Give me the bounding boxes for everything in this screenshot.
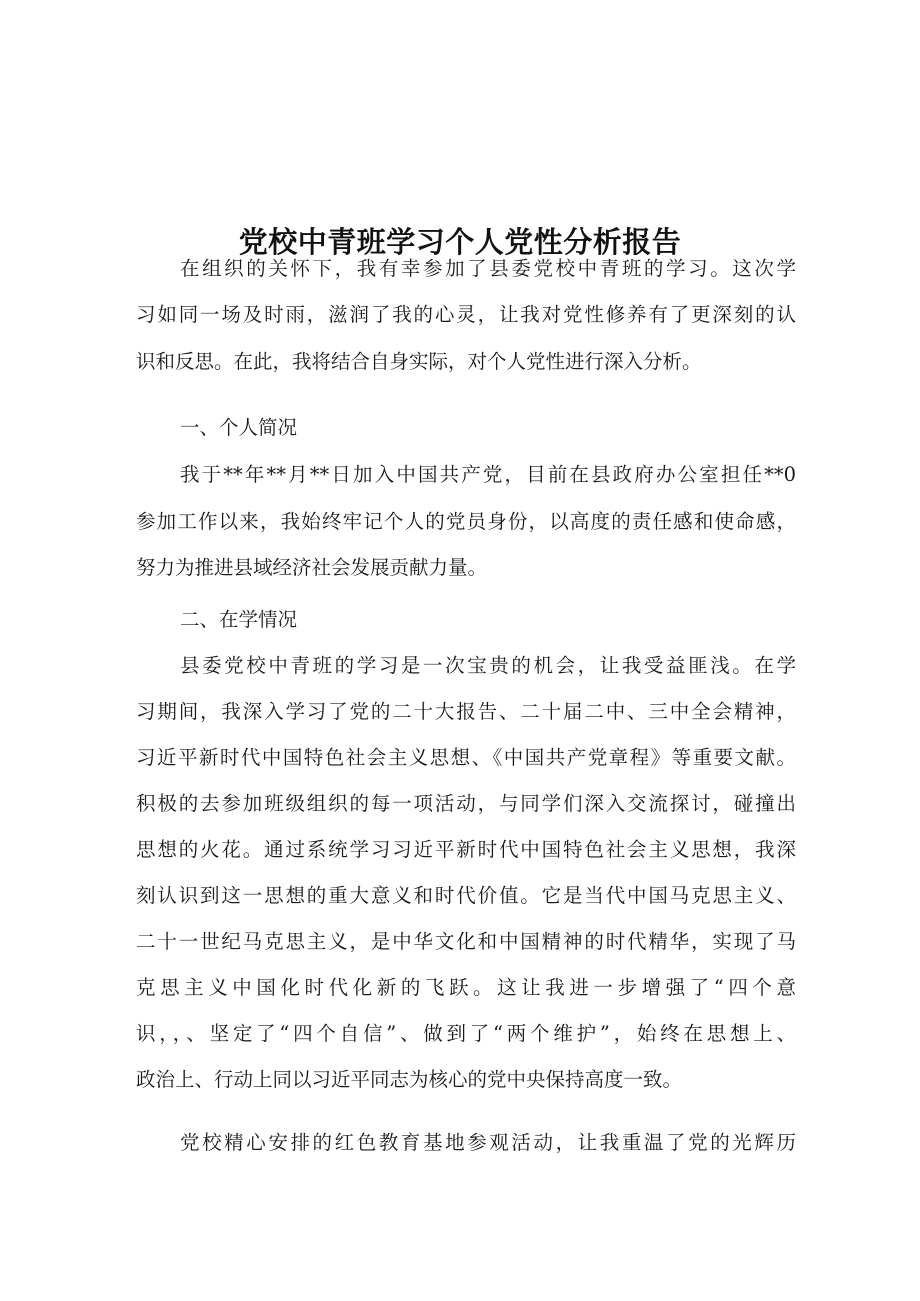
text-line: 识和反思。在此，我将结合自身实际，对个人党性进行深入分析。 <box>136 350 702 373</box>
text-line: 县委党校中青班的学习是一次宝贵的机会，让我受益匪浅。在学 <box>180 654 796 677</box>
text-line: 习近平新时代中国特色社会主义思想、《中国共产党章程》等重要文献。 <box>136 746 796 769</box>
text-line: 识，，、坚定了“四个自信”、做到了“两个维护”，始终在思想上、 <box>136 1022 796 1045</box>
text-line: 积极的去参加班级组织的每一项活动，与同学们深入交流探讨，碰撞出 <box>136 792 796 815</box>
text-line: 刻认识到这一思想的重大意义和时代价值。它是当代中国马克思主义、 <box>136 884 796 907</box>
text-line: 克思主义中国化时代化新的飞跃。这让我进一步增强了“四个意 <box>136 976 796 999</box>
text-line: 习如同一场及时雨，滋润了我的心灵，让我对党性修养有了更深刻的认 <box>136 303 796 326</box>
text-line: 党校精心安排的红色教育基地参观活动，让我重温了党的光辉历 <box>180 1131 796 1154</box>
text-line: 习期间，我深入学习了党的二十大报告、二十届二中、三中全会精神， <box>136 700 796 723</box>
document-title: 党校中青班学习个人党性分析报告 <box>238 225 682 259</box>
text-line: 参加工作以来，我始终牢记个人的党员身份，以高度的责任感和使命感， <box>136 510 796 533</box>
text-line: 政治上、行动上同以习近平同志为核心的党中央保持高度一致。 <box>136 1068 683 1091</box>
text-line: 我于**年**月**日加入中国共产党，目前在县政府办公室担任**0 <box>180 463 796 486</box>
text-line: 努力为推进县域经济社会发展贡献力量。 <box>136 556 488 579</box>
text-line: 二十一世纪马克思主义，是中华文化和中国精神的时代精华，实现了马 <box>136 930 796 953</box>
text-line: 在组织的关怀下，我有幸参加了县委党校中青班的学习。这次学 <box>180 257 796 280</box>
text-line: 思想的火花。通过系统学习习近平新时代中国特色社会主义思想，我深 <box>136 838 796 861</box>
text-line: 一、个人简况 <box>180 416 298 439</box>
text-line: 二、在学情况 <box>180 608 298 631</box>
